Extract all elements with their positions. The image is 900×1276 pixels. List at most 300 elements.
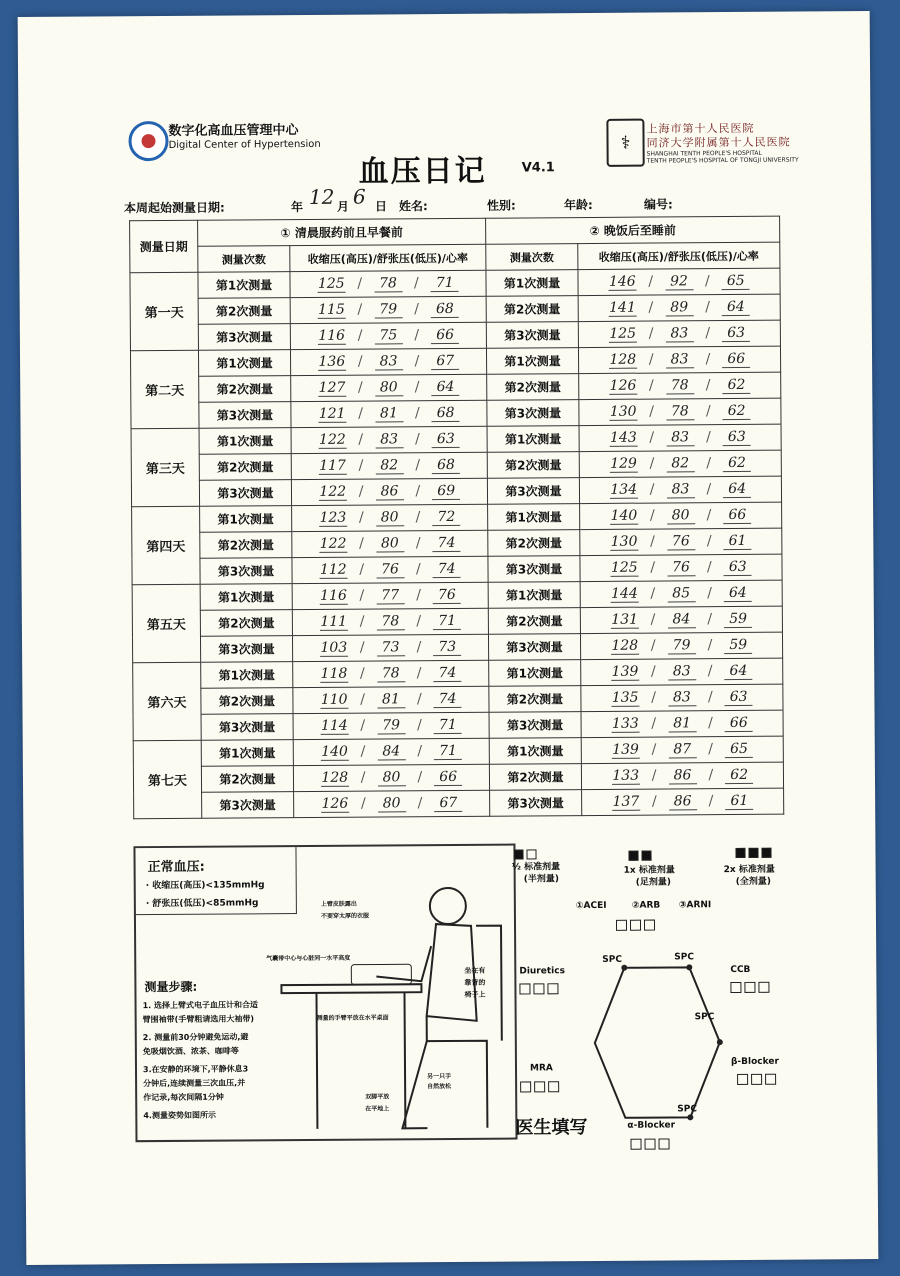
diastolic-value: 83 <box>375 431 403 448</box>
diastolic-value: 83 <box>665 325 693 342</box>
pm-reading[interactable] <box>580 606 782 633</box>
heart-rate-value: 71 <box>433 613 461 630</box>
measure-count-label: 第3次测量 <box>487 478 579 505</box>
value-separator: / <box>707 663 713 680</box>
pm-reading[interactable] <box>580 554 782 581</box>
diastolic-value: 81 <box>375 405 403 422</box>
heart-rate-value: 66 <box>725 715 753 732</box>
value-separator: / <box>357 353 363 370</box>
systolic-value: 103 <box>320 639 348 656</box>
value-separator: / <box>416 587 421 604</box>
value-separator: / <box>416 639 422 656</box>
value-separator: / <box>648 299 654 316</box>
figure-label-6: 双脚平放 <box>365 1093 390 1101</box>
heart-rate-value: 63 <box>725 689 753 706</box>
systolic-value: 122 <box>319 535 347 552</box>
dose-legend-two <box>735 842 774 861</box>
measure-count-label: 第3次测量 <box>202 792 294 819</box>
value-separator: / <box>417 769 423 786</box>
heart-rate-value: 68 <box>432 405 460 422</box>
value-separator: / <box>707 585 712 602</box>
steps-title: 测量步骤: <box>144 979 198 995</box>
measure-count-label: 第1次测量 <box>486 348 578 375</box>
heart-rate-value: 61 <box>723 533 751 550</box>
value-separator: / <box>415 457 421 474</box>
figure-label-4b: 靠背的 <box>464 978 486 987</box>
measure-count-label: 第3次测量 <box>489 712 581 739</box>
day-label: 第二天 <box>130 350 199 428</box>
value-separator: / <box>416 691 422 708</box>
pm-reading[interactable] <box>579 424 781 451</box>
checkboxes-mra[interactable] <box>520 1077 562 1096</box>
step-3b: 分钟后,连续测量三次血压,并 <box>143 1078 246 1089</box>
figure-label-5b: 自然放松 <box>427 1082 452 1091</box>
am-reading[interactable] <box>293 660 489 687</box>
value-separator: / <box>651 741 657 758</box>
section-morning-header: ① 清晨服药前且早餐前 <box>198 218 486 246</box>
value-separator: / <box>415 509 421 526</box>
systolic-value: 128 <box>609 351 637 368</box>
diastolic-value: 82 <box>666 455 694 472</box>
diastolic-value: 82 <box>375 457 403 474</box>
diastolic-value: 77 <box>376 587 404 604</box>
systolic-value: 130 <box>610 533 638 550</box>
month-value[interactable]: 12 <box>308 184 335 209</box>
diastolic-value: 81 <box>377 691 405 708</box>
measure-count-label: 第3次测量 <box>201 714 293 741</box>
heart-rate-value: 64 <box>722 299 750 316</box>
heart-rate-value: 64 <box>431 379 459 396</box>
heart-rate-value: 65 <box>722 273 750 290</box>
measure-count-label: 第1次测量 <box>489 660 581 687</box>
systolic-value: 143 <box>609 429 637 446</box>
value-separator: / <box>357 327 363 344</box>
hospital-name-cn-2: 同济大学附属第十人民医院 <box>646 135 791 150</box>
value-separator: / <box>706 533 712 550</box>
dose-one-sub: (足剂量) <box>635 877 671 888</box>
value-separator: / <box>414 353 420 370</box>
value-separator: / <box>360 769 366 786</box>
am-reading[interactable] <box>291 374 487 401</box>
am-reading[interactable] <box>290 348 486 375</box>
pm-reading[interactable] <box>581 736 783 763</box>
version-label: V4.1 <box>521 160 555 176</box>
measure-count-label: 第3次测量 <box>198 324 290 351</box>
systolic-value: 146 <box>608 273 636 290</box>
value-separator: / <box>651 715 657 732</box>
value-separator: / <box>359 639 365 656</box>
heart-rate-value: 68 <box>431 301 459 318</box>
systolic-value: 127 <box>318 379 346 396</box>
diastolic-value: 87 <box>668 741 696 758</box>
heart-rate-value: 67 <box>431 353 459 370</box>
day-label: 第三天 <box>131 428 200 506</box>
value-separator: / <box>649 455 655 472</box>
value-separator: / <box>650 559 656 576</box>
pm-reading[interactable] <box>581 658 783 685</box>
value-separator: / <box>706 507 712 524</box>
checkboxes-alpha[interactable] <box>630 1134 672 1153</box>
systolic-value: 111 <box>320 613 348 630</box>
value-separator: / <box>651 689 656 706</box>
drug-acei: ①ACEI <box>575 900 607 912</box>
am-reading[interactable] <box>293 712 489 739</box>
diastolic-value: 83 <box>668 663 696 680</box>
heart-rate-value: 66 <box>723 507 751 524</box>
pm-reading[interactable] <box>579 450 781 477</box>
value-separator: / <box>651 793 657 810</box>
value-separator: / <box>360 795 366 812</box>
id-label: 编号: <box>643 197 673 212</box>
am-reading[interactable] <box>291 452 487 479</box>
diastolic-value: 79 <box>377 717 405 734</box>
value-separator: / <box>650 637 656 654</box>
value-separator: / <box>706 481 712 498</box>
value-separator: / <box>648 325 654 342</box>
systolic-value: 129 <box>610 455 637 472</box>
am-reading[interactable] <box>291 426 487 453</box>
value-separator: / <box>708 793 714 810</box>
diastolic-value: 80 <box>375 379 403 396</box>
heart-rate-value: 66 <box>431 327 459 344</box>
step-1b: 臂围袖带(手臂粗请选用大袖带) <box>142 1014 254 1025</box>
day-value[interactable]: 6 <box>352 184 366 209</box>
heart-rate-value: 63 <box>722 325 750 342</box>
pm-reading[interactable] <box>580 632 782 659</box>
systolic-value: 114 <box>320 717 348 734</box>
value-separator: / <box>358 431 364 448</box>
measure-count-label: 第2次测量 <box>200 532 292 559</box>
col-header-count: 测量次数 <box>486 244 578 271</box>
systolic-value: 133 <box>612 767 640 784</box>
diastolic-value: 86 <box>375 483 403 500</box>
normal-dia: · 舒张压(低压)<85mmHg <box>145 898 259 910</box>
am-reading[interactable] <box>291 400 487 427</box>
heart-rate-value: 62 <box>723 455 751 472</box>
dose-two-label: 2x 标准剂量 <box>723 864 775 876</box>
doctor-fill-label: 医生填写 <box>515 1117 588 1139</box>
measure-count-label: 第3次测量 <box>488 556 580 583</box>
systolic-value: 122 <box>318 431 346 448</box>
value-separator: / <box>648 377 654 394</box>
step-2: 2. 测量前30分钟避免运动,避 <box>142 1032 249 1043</box>
value-separator: / <box>649 507 655 524</box>
measure-count-label: 第1次测量 <box>486 270 578 297</box>
drug-diuretics: Diuretics <box>519 966 565 977</box>
heart-rate-value: 74 <box>433 561 461 578</box>
value-separator: / <box>416 665 422 682</box>
heart-rate-value: 61 <box>725 793 753 810</box>
pm-reading[interactable] <box>581 684 783 711</box>
measure-count-label: 第2次测量 <box>198 298 290 325</box>
systolic-value: 110 <box>320 691 348 708</box>
value-separator: / <box>705 377 711 394</box>
diastolic-value: 80 <box>376 535 404 552</box>
diastolic-value: 78 <box>666 377 694 394</box>
day-label: 第六天 <box>133 662 202 740</box>
dose-legend-one <box>628 845 654 864</box>
value-separator: / <box>650 585 656 602</box>
value-separator: / <box>414 405 420 422</box>
pm-reading[interactable] <box>580 502 782 529</box>
year-label: 年 <box>290 200 304 215</box>
measure-count-label: 第2次测量 <box>487 374 579 401</box>
heart-rate-value: 74 <box>433 535 461 552</box>
measure-count-label: 第1次测量 <box>200 506 292 533</box>
heart-rate-value: 72 <box>432 509 460 526</box>
systolic-value: 121 <box>318 405 346 422</box>
value-separator: / <box>357 379 363 396</box>
pm-reading[interactable] <box>578 346 780 373</box>
value-separator: / <box>360 743 366 760</box>
figure-label-1b: 不要穿太厚的衣服 <box>320 912 369 920</box>
systolic-value: 125 <box>610 559 638 576</box>
gender-label: 性别: <box>486 198 516 213</box>
systolic-value: 123 <box>319 509 347 526</box>
org-name-cn: 数字化高血压管理中心 <box>168 123 299 139</box>
heart-rate-value: 66 <box>434 769 462 786</box>
am-reading[interactable] <box>293 738 489 765</box>
systolic-value: 133 <box>611 715 639 732</box>
pm-reading[interactable] <box>580 580 782 607</box>
spc-label-3: SPC <box>694 1012 715 1023</box>
measure-count-label: 第3次测量 <box>488 634 580 661</box>
normal-bp-title: 正常血压: <box>147 859 205 876</box>
am-reading[interactable] <box>292 504 488 531</box>
col-header-count: 测量次数 <box>198 246 290 273</box>
diastolic-value: 80 <box>377 769 405 786</box>
measure-count-label: 第2次测量 <box>489 764 581 791</box>
diastolic-value: 89 <box>665 299 693 316</box>
pm-reading[interactable] <box>582 788 784 815</box>
center-logo-icon <box>128 121 168 161</box>
measure-count-label: 第1次测量 <box>488 504 580 531</box>
checkboxes-diuretics[interactable] <box>519 979 561 998</box>
systolic-value: 116 <box>318 327 346 344</box>
value-separator: / <box>648 273 654 290</box>
value-separator: / <box>707 689 713 706</box>
pm-reading[interactable] <box>581 710 783 737</box>
pm-reading[interactable] <box>580 528 782 555</box>
pm-reading[interactable] <box>579 398 781 425</box>
diastolic-value: 78 <box>666 403 694 420</box>
am-reading[interactable] <box>293 686 489 713</box>
systolic-value: 141 <box>609 299 636 316</box>
hospital-name-en-1: SHANGHAI TENTH PEOPLE'S HOSPITAL <box>646 149 762 158</box>
measure-count-label: 第2次测量 <box>199 454 291 481</box>
measure-count-label: 第3次测量 <box>199 402 291 429</box>
measure-count-label: 第1次测量 <box>200 584 292 611</box>
diastolic-value: 80 <box>378 795 406 812</box>
day-label: 第七天 <box>133 740 202 818</box>
am-reading[interactable] <box>290 270 486 297</box>
value-separator: / <box>414 379 420 396</box>
instructions-panel <box>133 844 517 1143</box>
systolic-value: 116 <box>320 587 347 604</box>
measure-count-label: 第3次测量 <box>200 558 292 585</box>
value-separator: / <box>708 741 714 758</box>
diastolic-value: 83 <box>666 429 694 446</box>
drug-beta-blocker: β-Blocker <box>730 1056 779 1068</box>
checkboxes-beta[interactable] <box>737 1070 779 1089</box>
heart-rate-value: 62 <box>722 377 750 394</box>
diastolic-value: 86 <box>669 793 697 810</box>
heart-rate-value: 59 <box>724 637 752 654</box>
value-separator: / <box>705 403 711 420</box>
value-separator: / <box>650 663 656 680</box>
day-label: 第四天 <box>132 506 201 584</box>
am-reading[interactable] <box>292 582 488 609</box>
value-separator: / <box>359 535 364 552</box>
am-reading[interactable] <box>294 790 490 817</box>
checkboxes-ccb[interactable] <box>730 978 772 997</box>
value-separator: / <box>357 275 363 292</box>
heart-rate-value: 71 <box>434 743 462 760</box>
heart-rate-value: 65 <box>725 741 753 758</box>
drug-alpha-blocker: α-Blocker <box>627 1120 676 1131</box>
measure-count-label: 第2次测量 <box>201 688 293 715</box>
measure-count-label: 第1次测量 <box>489 738 581 765</box>
diastolic-value: 84 <box>667 611 695 628</box>
value-separator: / <box>706 559 712 576</box>
measure-count-label: 第1次测量 <box>201 662 293 689</box>
systolic-value: 140 <box>610 507 638 524</box>
page-title: 血压日记 <box>358 153 487 190</box>
value-separator: / <box>359 665 365 682</box>
heart-rate-value: 63 <box>432 431 460 448</box>
spc-label-1: SPC <box>602 954 622 965</box>
value-separator: / <box>417 743 423 760</box>
am-reading[interactable] <box>292 530 488 557</box>
am-reading[interactable] <box>292 634 488 661</box>
heart-rate-value: 69 <box>432 483 460 500</box>
checkboxes-ras[interactable] <box>616 916 658 935</box>
diastolic-value: 85 <box>667 585 695 602</box>
value-separator: / <box>704 273 710 290</box>
spc-label-4: SPC <box>677 1104 698 1115</box>
systolic-value: 112 <box>319 561 347 578</box>
am-reading[interactable] <box>290 296 486 323</box>
am-reading[interactable] <box>292 608 488 635</box>
systolic-value: 125 <box>609 325 637 342</box>
table-row <box>134 788 784 819</box>
diastolic-value: 73 <box>377 639 405 656</box>
bp-record-table <box>129 216 784 820</box>
pm-reading[interactable] <box>578 320 780 347</box>
col-header-date: 测量日期 <box>130 220 198 272</box>
value-separator: / <box>414 327 420 344</box>
paper-sheet <box>18 11 879 1265</box>
pm-reading[interactable] <box>579 476 781 503</box>
measure-count-label: 第2次测量 <box>489 686 581 713</box>
measure-count-label: 第1次测量 <box>487 426 579 453</box>
value-separator: / <box>417 795 423 812</box>
heart-rate-value: 73 <box>433 639 461 656</box>
heart-rate-value: 64 <box>724 585 752 602</box>
diastolic-value: 80 <box>667 507 695 524</box>
heart-rate-value: 59 <box>724 611 752 628</box>
measure-count-label: 第2次测量 <box>487 452 579 479</box>
pm-reading[interactable] <box>579 372 781 399</box>
diastolic-value: 76 <box>376 561 404 578</box>
systolic-value: 130 <box>609 403 637 420</box>
value-separator: / <box>648 351 654 368</box>
value-separator: / <box>413 275 419 292</box>
measure-count-label: 第2次测量 <box>200 610 292 637</box>
posture-figure <box>276 866 514 1138</box>
value-separator: / <box>358 405 363 422</box>
value-separator: / <box>416 613 422 630</box>
value-separator: / <box>707 637 713 654</box>
diastolic-value: 79 <box>668 637 696 654</box>
value-separator: / <box>649 429 655 446</box>
section-evening-header: ② 晚饭后至睡前 <box>486 216 780 244</box>
diastolic-value: 78 <box>374 275 402 292</box>
heart-rate-value: 74 <box>434 691 462 708</box>
diastolic-value: 79 <box>374 301 402 318</box>
heart-rate-value: 71 <box>434 717 462 734</box>
figure-label-6b: 在平地上 <box>365 1105 390 1113</box>
dose-one-label: 1x 标准剂量 <box>623 865 675 876</box>
figure-label-4: 坐在有 <box>464 966 486 975</box>
heart-rate-value: 62 <box>725 767 753 784</box>
value-separator: / <box>360 691 365 708</box>
pm-reading[interactable] <box>578 268 780 295</box>
diastolic-value: 76 <box>667 533 695 550</box>
diastolic-value: 86 <box>668 767 696 784</box>
am-reading[interactable] <box>292 556 488 583</box>
step-1: 1. 选择上臂式电子血压计和合适 <box>142 1000 258 1011</box>
measure-count-label: 第1次测量 <box>201 740 293 767</box>
systolic-value: 139 <box>612 741 639 758</box>
value-separator: / <box>705 325 711 342</box>
spc-label-2: SPC <box>674 952 694 963</box>
value-separator: / <box>706 455 712 472</box>
name-label: 姓名: <box>398 199 428 214</box>
measure-count-label: 第2次测量 <box>199 376 291 403</box>
month-label: 月 <box>336 199 350 214</box>
systolic-value: 140 <box>321 743 348 760</box>
am-reading[interactable] <box>293 764 489 791</box>
dose-half-label: ½ 标准剂量 <box>511 862 561 873</box>
diastolic-value: 76 <box>667 559 695 576</box>
diastolic-value: 83 <box>375 353 403 370</box>
systolic-value: 126 <box>321 795 349 812</box>
value-separator: / <box>649 481 655 498</box>
heart-rate-value: 64 <box>724 663 752 680</box>
value-separator: / <box>415 535 421 552</box>
systolic-value: 134 <box>610 481 638 498</box>
figure-label-4c: 椅子上 <box>464 990 486 999</box>
heart-rate-value: 67 <box>434 795 462 812</box>
diastolic-value: 84 <box>377 743 405 760</box>
hospital-seal-icon: ⚕ <box>606 119 644 167</box>
am-reading[interactable] <box>290 322 486 349</box>
am-reading[interactable] <box>291 478 487 505</box>
step-4: 4.测量姿势如图所示 <box>143 1110 216 1121</box>
diastolic-value: 78 <box>377 665 405 682</box>
org-name-en: Digital Center of Hypertension <box>168 138 321 151</box>
pm-reading[interactable] <box>581 762 783 789</box>
col-header-values: 收缩压(高压)/舒张压(低压)/心率 <box>290 244 486 271</box>
pm-reading[interactable] <box>578 294 780 321</box>
systolic-value: 128 <box>611 637 639 654</box>
measure-count-label: 第3次测量 <box>200 636 292 663</box>
value-separator: / <box>707 611 713 628</box>
value-separator: / <box>708 715 713 732</box>
measure-count-label: 第2次测量 <box>486 296 578 323</box>
heart-rate-value: 71 <box>431 275 459 292</box>
